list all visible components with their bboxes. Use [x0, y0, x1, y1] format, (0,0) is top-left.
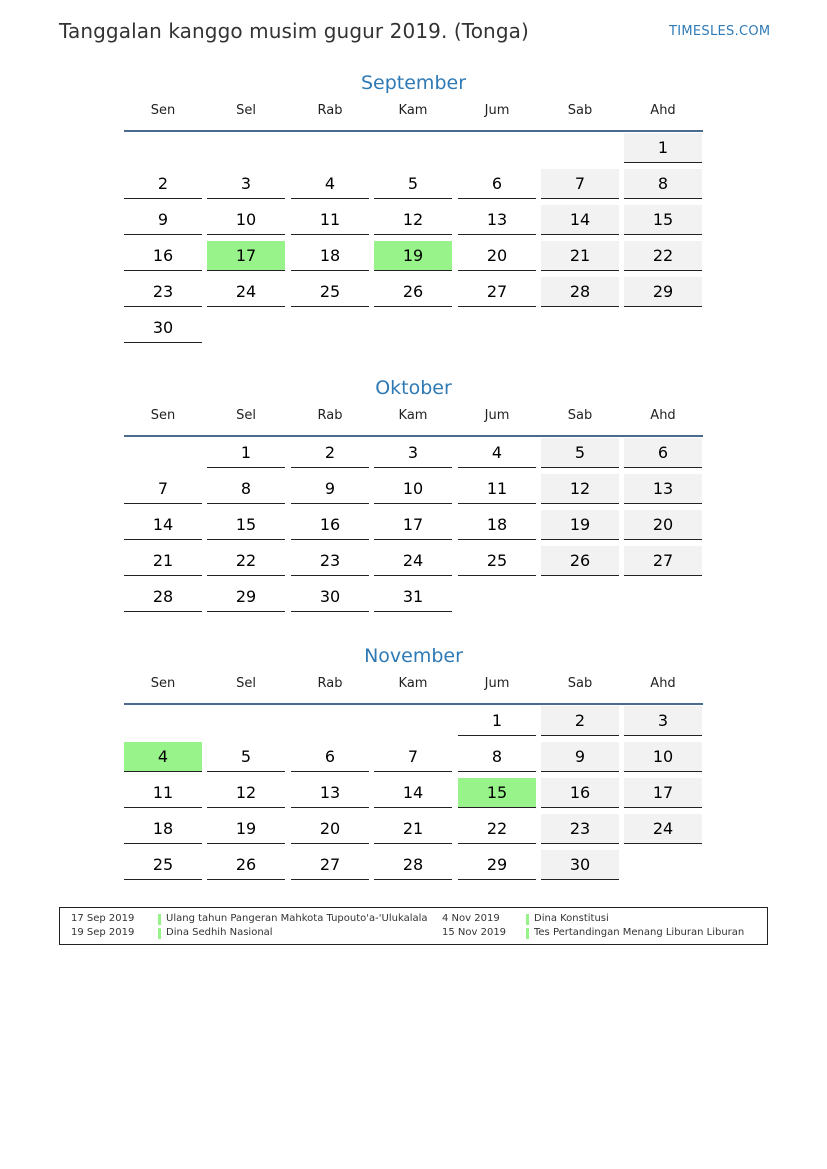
day-cell: 3 — [374, 438, 452, 468]
day-cell: 1 — [458, 706, 536, 736]
day-cell: 11 — [124, 778, 202, 808]
day-cell: 14 — [124, 510, 202, 540]
holiday-day-cell: 4 — [124, 742, 202, 772]
day-cell: 5 — [541, 438, 619, 468]
day-cell: 2 — [124, 169, 202, 199]
day-cell: 7 — [374, 742, 452, 772]
day-cell: 9 — [124, 205, 202, 235]
weekday-label: Jum — [484, 408, 510, 423]
weekday-header — [124, 97, 703, 133]
day-cell: 21 — [374, 814, 452, 844]
day-cell: 2 — [291, 438, 369, 468]
day-cell: 3 — [207, 169, 285, 199]
day-cell: 23 — [541, 814, 619, 844]
weekday-label: Jum — [484, 676, 510, 691]
day-cell: 5 — [207, 742, 285, 772]
legend-date: 17 Sep 2019 — [71, 913, 135, 924]
weekday-label: Ahd — [650, 676, 676, 691]
day-cell: 22 — [458, 814, 536, 844]
day-cell: 18 — [458, 510, 536, 540]
legend-marker — [158, 928, 161, 939]
day-cell: 11 — [458, 474, 536, 504]
brand-logo[interactable]: TIMESLES.COM — [669, 24, 771, 39]
day-cell: 11 — [291, 205, 369, 235]
month-calendar — [124, 69, 703, 349]
weekday-label: Sen — [150, 408, 176, 423]
day-cell: 13 — [624, 474, 702, 504]
weekday-header — [124, 670, 703, 706]
legend-marker — [158, 914, 161, 925]
day-cell: 28 — [374, 850, 452, 880]
day-cell: 2 — [541, 706, 619, 736]
day-cell: 10 — [624, 742, 702, 772]
day-cell: 25 — [291, 277, 369, 307]
day-cell: 25 — [124, 850, 202, 880]
day-cell: 18 — [291, 241, 369, 271]
day-cell: 16 — [291, 510, 369, 540]
day-cell: 17 — [374, 510, 452, 540]
day-cell: 20 — [624, 510, 702, 540]
weekday-label: Sen — [150, 103, 176, 118]
legend-date: 4 Nov 2019 — [442, 913, 500, 924]
day-cell: 19 — [207, 814, 285, 844]
header-divider — [124, 435, 703, 437]
legend-holiday-name: Dina Sedhih Nasional — [166, 927, 273, 938]
day-cell: 6 — [291, 742, 369, 772]
day-cell: 23 — [124, 277, 202, 307]
legend-marker — [526, 928, 529, 939]
legend-date: 19 Sep 2019 — [71, 927, 135, 938]
day-cell: 24 — [207, 277, 285, 307]
day-cell: 12 — [541, 474, 619, 504]
header-divider — [124, 703, 703, 705]
day-cell: 27 — [291, 850, 369, 880]
header-divider — [124, 130, 703, 132]
day-cell: 20 — [458, 241, 536, 271]
day-cell: 4 — [458, 438, 536, 468]
day-cell: 7 — [541, 169, 619, 199]
day-cell: 22 — [624, 241, 702, 271]
day-cell: 19 — [541, 510, 619, 540]
month-calendar — [124, 374, 703, 618]
day-cell: 28 — [124, 582, 202, 612]
weekday-label: Sab — [567, 676, 593, 691]
day-cell: 21 — [541, 241, 619, 271]
day-cell: 22 — [207, 546, 285, 576]
day-cell: 12 — [207, 778, 285, 808]
weekday-label: Kam — [398, 676, 428, 691]
page-title: Tanggalan kanggo musim gugur 2019. (Tonga) — [59, 19, 529, 43]
holiday-day-cell: 15 — [458, 778, 536, 808]
day-cell: 21 — [124, 546, 202, 576]
day-cell: 16 — [541, 778, 619, 808]
day-cell: 12 — [374, 205, 452, 235]
day-grid — [124, 133, 703, 349]
day-cell: 14 — [374, 778, 452, 808]
weekday-label: Sab — [567, 103, 593, 118]
legend-holiday-name: Ulang tahun Pangeran Mahkota Tupouto'a-'Ulukalala — [166, 913, 428, 924]
day-cell: 30 — [541, 850, 619, 880]
weekday-label: Rab — [317, 676, 343, 691]
day-cell: 5 — [374, 169, 452, 199]
day-cell: 27 — [458, 277, 536, 307]
legend-date: 15 Nov 2019 — [442, 927, 507, 938]
day-cell: 10 — [207, 205, 285, 235]
day-cell: 6 — [624, 438, 702, 468]
day-cell: 31 — [374, 582, 452, 612]
day-cell: 20 — [291, 814, 369, 844]
weekday-label: Kam — [398, 103, 428, 118]
weekday-label: Sen — [150, 676, 176, 691]
day-cell: 9 — [291, 474, 369, 504]
day-cell: 1 — [207, 438, 285, 468]
day-cell: 29 — [207, 582, 285, 612]
day-cell: 30 — [124, 313, 202, 343]
day-cell: 25 — [458, 546, 536, 576]
holiday-day-cell: 17 — [207, 241, 285, 271]
legend-marker — [526, 914, 529, 925]
day-cell: 4 — [291, 169, 369, 199]
weekday-label: Sel — [236, 676, 256, 691]
weekday-label: Sel — [236, 408, 256, 423]
day-cell: 8 — [207, 474, 285, 504]
day-cell: 29 — [624, 277, 702, 307]
day-cell: 1 — [624, 133, 702, 163]
day-cell: 3 — [624, 706, 702, 736]
day-cell: 18 — [124, 814, 202, 844]
day-cell: 15 — [624, 205, 702, 235]
day-cell: 26 — [207, 850, 285, 880]
day-cell: 26 — [374, 277, 452, 307]
day-cell: 26 — [541, 546, 619, 576]
weekday-label: Kam — [398, 408, 428, 423]
day-cell: 8 — [458, 742, 536, 772]
day-cell: 6 — [458, 169, 536, 199]
day-cell: 24 — [374, 546, 452, 576]
weekday-header — [124, 402, 703, 438]
day-cell: 14 — [541, 205, 619, 235]
day-cell: 17 — [624, 778, 702, 808]
weekday-label: Ahd — [650, 103, 676, 118]
day-cell: 27 — [624, 546, 702, 576]
day-cell: 8 — [624, 169, 702, 199]
day-cell: 13 — [458, 205, 536, 235]
day-cell: 15 — [207, 510, 285, 540]
weekday-label: Rab — [317, 408, 343, 423]
weekday-label: Sel — [236, 103, 256, 118]
month-title: Oktober — [375, 377, 452, 399]
day-cell: 9 — [541, 742, 619, 772]
day-cell: 7 — [124, 474, 202, 504]
month-title: September — [360, 72, 467, 94]
day-cell: 23 — [291, 546, 369, 576]
day-grid — [124, 438, 703, 618]
day-cell: 24 — [624, 814, 702, 844]
day-cell: 29 — [458, 850, 536, 880]
legend-holiday-name: Tes Pertandingan Menang Liburan Liburan — [534, 927, 745, 938]
weekday-label: Sab — [567, 408, 593, 423]
legend-holiday-name: Dina Konstitusi — [534, 913, 609, 924]
holiday-legend — [59, 907, 768, 945]
month-calendar — [124, 642, 703, 886]
month-title: November — [364, 645, 463, 667]
day-cell: 28 — [541, 277, 619, 307]
weekday-label: Rab — [317, 103, 343, 118]
day-cell: 16 — [124, 241, 202, 271]
weekday-label: Jum — [484, 103, 510, 118]
day-cell: 10 — [374, 474, 452, 504]
day-grid — [124, 706, 703, 886]
holiday-day-cell: 19 — [374, 241, 452, 271]
day-cell: 13 — [291, 778, 369, 808]
weekday-label: Ahd — [650, 408, 676, 423]
day-cell: 30 — [291, 582, 369, 612]
